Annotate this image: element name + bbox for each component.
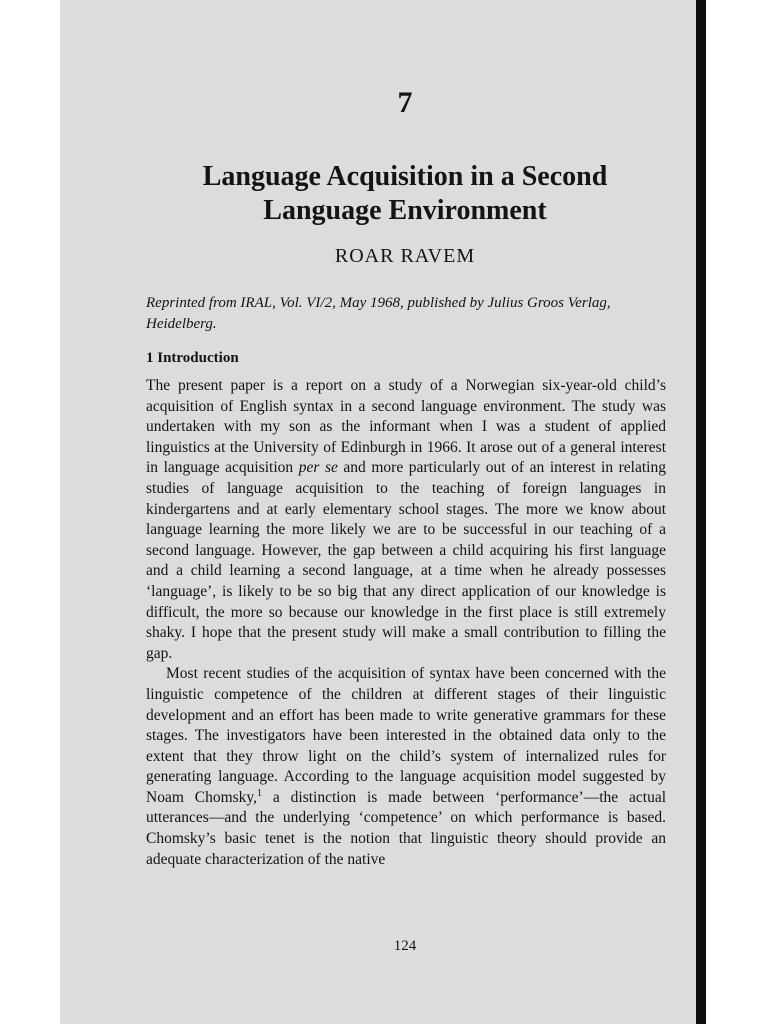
paragraph-1-part-b: and more particularly out of an interest in relating studies of language acquisition to the teaching of foreign languages in kindergartens and at early elementary school stages. The more we know about language learning the more likely we are to be successful in our teaching of a second language. However, the gap between a child acquiring his first language and a child learning a second language, at a time when he already possesses ‘language’, is likely to be so big that any direct application of our knowledge is difficult, the more so because our knowledge in the first place is still extremely shaky. I hope that the present study will make a small contribution to filling the gap. <box>146 459 666 662</box>
paragraph-2 <box>146 664 666 870</box>
author-name: ROAR RAVEM <box>334 245 476 267</box>
paragraph-2-part-a: Most recent studies of the acquisition of syntax have been concerned with the linguistic competence of the children at different stages of their linguistic development and an effort has been made to write generative grammars for these stages. The investigators have been interested in the obtained data only to the extent that they throw light on the child’s system of internalized rules for generating language. According to the language acquisition model suggested by Noam Chomsky, <box>146 665 666 806</box>
body-text <box>146 376 666 870</box>
chapter-title <box>60 160 750 228</box>
chapter-title-line-2: Language Environment <box>263 195 547 226</box>
section-heading: 1 Introduction <box>146 350 239 366</box>
paragraph-1-italic: per se <box>298 459 338 477</box>
paragraph-2-part-b: a distinction is made between ‘performance’—the actual utterances—and the underlying ‘competence’ on which performance is based. Chomsky’s basic tenet is the notion that linguistic theory should provide an adequate characterization of the native <box>146 788 666 868</box>
paragraph-1 <box>146 376 666 664</box>
page-number: 124 <box>393 938 417 954</box>
chapter-number: 7 <box>397 86 413 119</box>
paragraph-1-part-a: The present paper is a report on a study of a Norwegian six-year-old child’s acquisition of English syntax in a second language environment. The study was undertaken with my son as the informant when I was a student of applied linguistics at the University of Edinburgh in 1966. It arose out of a general interest in language acquisition <box>146 377 666 477</box>
reprint-note: Reprinted from IRAL, Vol. VI/2, May 1968, published by Julius Groos Verlag, Heidelberg. <box>146 295 611 332</box>
page-edge-shadow <box>696 0 706 1024</box>
footnote-marker: 1 <box>257 787 263 799</box>
chapter-title-line-1: Language Acquisition in a Second <box>202 161 608 192</box>
